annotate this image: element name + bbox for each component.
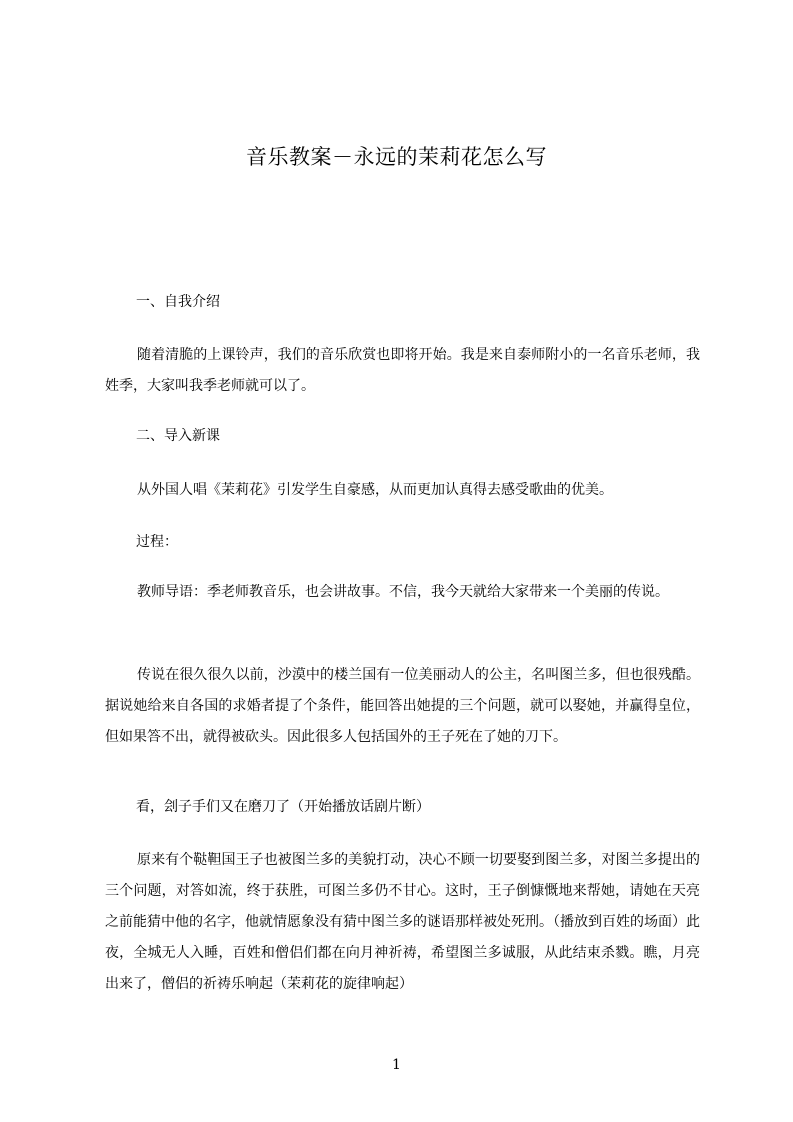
paragraph-new-lesson: 从外国人唱《茉莉花》引发学生自豪感，从而更加认真得去感受歌曲的优美。 bbox=[137, 482, 613, 498]
paragraph-teacher-intro: 教师导语：季老师教音乐，也会讲故事。不信，我今天就给大家带来一个美丽的传说。 bbox=[137, 584, 669, 600]
page-number: 1 bbox=[392, 1057, 401, 1073]
section-heading-new-lesson: 二、导入新课 bbox=[136, 428, 220, 444]
paragraph-prince-story: 原来有个鞑靼国王子也被图兰多的美貌打动，决心不顾一切要娶到图兰多，对图兰多提出的三个问题，对答如流，终于获胜，可图兰多仍不甘心。这时，王子倒慷慨地来帮她，请她在天亮之前能猜中他的名字，他就情愿象没有猜中图兰多的谜语那样被处死刑。（播放到百姓的场面）此夜，全城无人入睡，百姓和僧侣们都在向月神祈祷，希望图兰多诚服，从此结束杀戮。瞧，月亮出来了，僧侣的祈祷乐响起（茉莉花的旋律响起） bbox=[105, 852, 700, 992]
paragraph-self-intro: 随着清脆的上课铃声，我们的音乐欣赏也即将开始。我是来自泰师附小的一名音乐老师，我姓季，大家叫我季老师就可以了。 bbox=[105, 347, 700, 394]
paragraph-executioner: 看，刽子手们又在磨刀了（开始播放话剧片断） bbox=[136, 799, 430, 815]
section-heading-self-intro: 一、自我介绍 bbox=[136, 294, 220, 310]
document-title: 音乐教案－永远的茉莉花怎么写 bbox=[246, 145, 547, 169]
section-heading-process: 过程： bbox=[136, 534, 178, 550]
paragraph-legend: 传说在很久很久以前，沙漠中的楼兰国有一位美丽动人的公主，名叫图兰多，但也很残酷。据说她给来自各国的求婚者提了个条件，能回答出她提的三个问题，就可以娶她，并赢得皇位，但如果答不出，就得被砍头。因此很多人包括国外的王子死在了她的刀下。 bbox=[105, 667, 700, 745]
